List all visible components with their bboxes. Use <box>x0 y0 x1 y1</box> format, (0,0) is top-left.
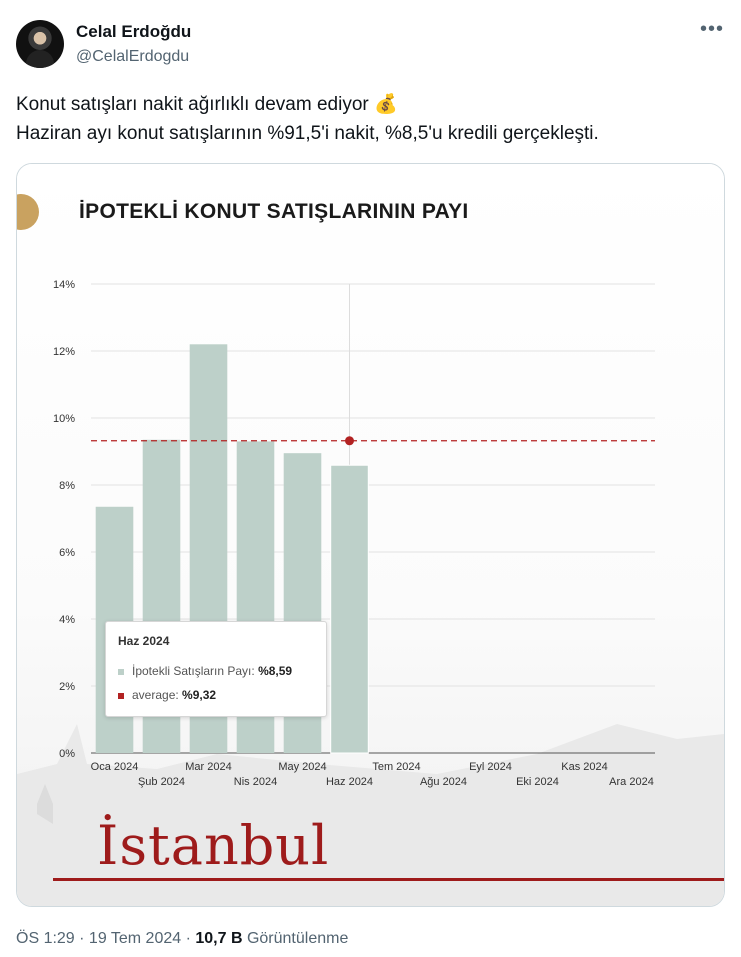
author-avatar[interactable] <box>16 20 64 68</box>
y-tick-label: 14% <box>52 279 75 291</box>
chart-tooltip <box>105 621 327 717</box>
average-swatch-icon <box>118 693 124 699</box>
x-tick-label: Ağu 2024 <box>419 776 468 788</box>
logo-underline <box>53 878 724 881</box>
author-handle[interactable]: @CelalErdogdu <box>76 48 190 65</box>
author-name[interactable]: Celal Erdoğdu <box>76 22 192 41</box>
bar-chart <box>17 164 724 906</box>
x-tick-label: Eyl 2024 <box>469 761 512 773</box>
tweet-line-1: Konut satışları nakit ağırlıklı devam ediyor 💰 <box>16 94 398 115</box>
x-tick-label: Tem 2024 <box>372 761 421 773</box>
x-tick-label: Oca 2024 <box>90 761 139 773</box>
y-tick-label: 0% <box>59 748 75 760</box>
view-count-label: Görüntülenme <box>242 930 349 947</box>
tooltip-series-row <box>118 664 292 678</box>
tweet-media-image[interactable] <box>16 163 725 907</box>
tweet-line-2: Haziran ayı konut satışlarının %91,5'i nakit, %8,5'u kredili gerçekleşti. <box>16 123 599 144</box>
istanbul-logo: İstanbul <box>97 814 330 877</box>
chart-title: İPOTEKLİ KONUT SATIŞLARININ PAYI <box>79 200 469 223</box>
tooltip-average-row <box>118 688 216 702</box>
x-tick-label: May 2024 <box>278 761 327 773</box>
tweet-timestamp[interactable]: ÖS 1:29 · 19 Tem 2024 · <box>16 930 196 947</box>
x-tick-label: Haz 2024 <box>325 776 374 788</box>
tweet-meta <box>16 930 348 948</box>
x-tick-label: Şub 2024 <box>137 776 186 788</box>
y-tick-label: 10% <box>52 413 75 425</box>
y-tick-label: 6% <box>59 547 75 559</box>
tweet-text <box>16 90 599 148</box>
average-hover-point <box>345 436 354 445</box>
tooltip-average-label: average: <box>132 688 183 702</box>
x-tick-label: Nis 2024 <box>233 776 278 788</box>
x-tick-label: Eki 2024 <box>516 776 559 788</box>
y-tick-label: 4% <box>59 614 75 626</box>
y-tick-label: 12% <box>52 346 75 358</box>
y-tick-label: 2% <box>59 681 75 693</box>
tooltip-series-label: İpotekli Satışların Payı: <box>132 664 259 678</box>
tooltip-average-value: %9,32 <box>182 688 217 702</box>
view-count: 10,7 B <box>195 930 243 947</box>
x-tick-label: Kas 2024 <box>561 761 608 773</box>
bar <box>331 465 369 753</box>
more-options-icon[interactable]: ••• <box>700 18 725 40</box>
tooltip-title: Haz 2024 <box>118 634 170 648</box>
series-swatch-icon <box>118 669 124 675</box>
y-tick-label: 8% <box>59 480 75 492</box>
tooltip-series-value: %8,59 <box>258 664 293 678</box>
x-tick-label: Ara 2024 <box>609 776 654 788</box>
x-tick-label: Mar 2024 <box>185 761 232 773</box>
